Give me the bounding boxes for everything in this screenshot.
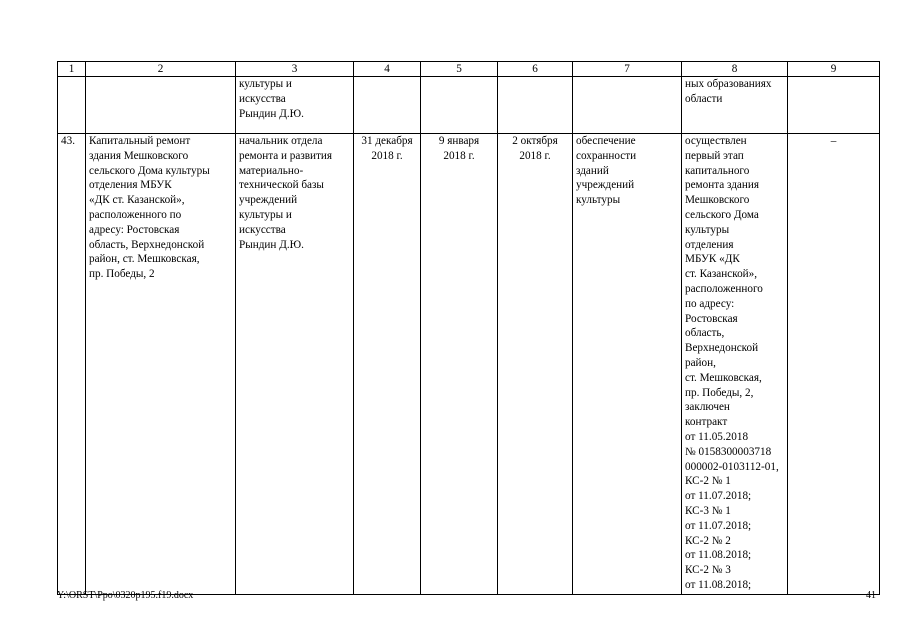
header-cell: 6 bbox=[498, 62, 573, 77]
header-cell: 4 bbox=[354, 62, 421, 77]
file-path: Y:\ORST\Ppo\0320p195.f19.docx bbox=[57, 590, 194, 601]
header-row bbox=[58, 62, 880, 77]
header-cell: 8 bbox=[682, 62, 788, 77]
table-row bbox=[58, 134, 880, 595]
responsible-person: начальник отдела ремонта и развития материально- технической базы учреждений культуры и искусства Рындин Д.Ю. bbox=[236, 134, 354, 595]
plan-table bbox=[57, 61, 880, 595]
table-cell bbox=[86, 77, 236, 134]
table-cell bbox=[421, 77, 498, 134]
table-cell bbox=[573, 77, 682, 134]
header-cell: 5 bbox=[421, 62, 498, 77]
table-cell bbox=[58, 77, 86, 134]
table-cell: ных образованиях области bbox=[682, 77, 788, 134]
date-cell: 2 октября 2018 г. bbox=[498, 134, 573, 595]
header-cell: 7 bbox=[573, 62, 682, 77]
date-cell: 9 января 2018 г. bbox=[421, 134, 498, 595]
header-cell: 1 bbox=[58, 62, 86, 77]
table-cell bbox=[788, 77, 880, 134]
table-cell bbox=[498, 77, 573, 134]
result-cell: осуществлен первый этап капитального ремонта здания Мешковского сельского Дома культуры отделения МБУК «ДК ст. Казанской», расположенного по адресу: Ростовская область, Верхнедонской район, ст. Мешковская, пр. Победы, 2, заключен контракт от 11.05.2018 № 0158300003718 000002-0103112-01, КС-2 № 1 от 11.07.2018; КС-3 № 1 от 11.07.2018; КС-2 № 2 от 11.08.2018; КС-2 № 3 от 11.08.2018; bbox=[682, 134, 788, 595]
header-cell: 3 bbox=[236, 62, 354, 77]
purpose-cell: обеспечение сохранности зданий учреждений культуры bbox=[573, 134, 682, 595]
note-cell: – bbox=[788, 134, 880, 595]
row-number: 43. bbox=[58, 134, 86, 595]
continuation-row bbox=[58, 77, 880, 134]
header-cell: 2 bbox=[86, 62, 236, 77]
measure-name: Капитальный ремонт здания Мешковского сельского Дома культуры отделения МБУК «ДК ст. Казанской», расположенного по адресу: Ростовская область, Верхнедонской район, ст. Мешковская, пр. Победы, 2 bbox=[86, 134, 236, 595]
table-cell bbox=[354, 77, 421, 134]
table-cell: культуры и искусства Рындин Д.Ю. bbox=[236, 77, 354, 134]
page-number: 41 bbox=[866, 590, 876, 601]
date-cell: 31 декабря 2018 г. bbox=[354, 134, 421, 595]
header-cell: 9 bbox=[788, 62, 880, 77]
